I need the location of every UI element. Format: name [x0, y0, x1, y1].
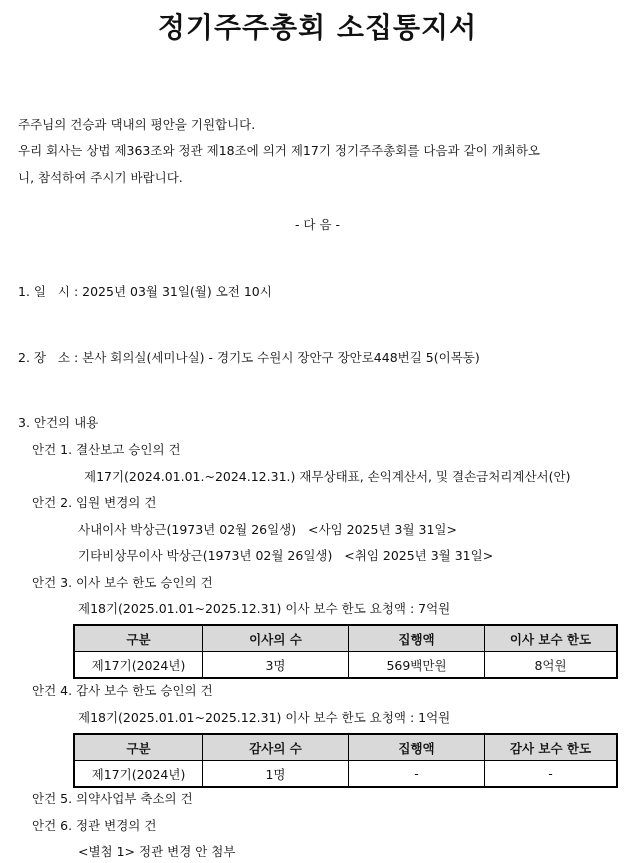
table-header-cell: 집행액 [349, 734, 485, 761]
table-cell: 3명 [203, 652, 349, 679]
table-header-cell: 구분 [74, 734, 203, 761]
agenda-2-title: 안건 2. 임원 변경의 건 [32, 495, 157, 510]
table-header-row [74, 734, 617, 761]
director-compensation-table [73, 624, 618, 679]
greeting-text: 주주님의 건승과 댁내의 평안을 기원합니다. [18, 117, 256, 132]
table-header-row [74, 625, 617, 652]
table-cell: 8억원 [485, 652, 618, 679]
table-cell: 제17기(2024년) [74, 652, 203, 679]
agenda-5-title: 안건 5. 의약사업부 축소의 건 [32, 791, 193, 806]
table-header-cell: 감사의 수 [203, 734, 349, 761]
document-title: 정기주주총회 소집통지서 [157, 11, 478, 44]
agenda-1-title: 안건 1. 결산보고 승인의 건 [32, 442, 181, 457]
item-datetime: 1. 일 시 : 2025년 03월 31일(월) 오전 10시 [18, 284, 272, 299]
table-header-cell: 이사의 수 [203, 625, 349, 652]
table-cell: 제17기(2024년) [74, 761, 203, 788]
agenda-2-detail-resign: 사내이사 박상근(1973년 02월 26일생) <사임 2025년 3월 31일> [78, 522, 457, 537]
auditor-compensation-table [73, 733, 618, 788]
intro-line-1: 우리 회사는 상법 제363조와 정관 제18조에 의거 제17기 정기주주총회를 다음과 같이 개최하오 [18, 143, 541, 158]
table-cell: 569백만원 [349, 652, 485, 679]
table-cell: 1명 [203, 761, 349, 788]
agenda-4-title: 안건 4. 감사 보수 한도 승인의 건 [32, 683, 213, 698]
table-row [74, 652, 617, 679]
agenda-1-detail: 제17기(2024.01.01.~2024.12.31.) 재무상태표, 손익계산서, 및 결손금처리계산서(안) [84, 469, 571, 484]
agenda-3-detail: 제18기(2025.01.01~2025.12.31) 이사 보수 한도 요청액 : 7억원 [78, 601, 451, 616]
table-header-cell: 이사 보수 한도 [485, 625, 618, 652]
item-location: 2. 장 소 : 본사 회의실(세미나실) - 경기도 수원시 장안구 장안로448번길 5(이목동) [18, 350, 480, 365]
agenda-6-title: 안건 6. 정관 변경의 건 [32, 818, 157, 833]
agenda-6-detail: <별첨 1> 정관 변경 안 첨부 [78, 844, 236, 859]
agenda-3-title: 안건 3. 이사 보수 한도 승인의 건 [32, 575, 213, 590]
table-header-cell: 집행액 [349, 625, 485, 652]
table-cell: - [485, 761, 618, 788]
agenda-4-detail: 제18기(2025.01.01~2025.12.31) 이사 보수 한도 요청액 : 1억원 [78, 710, 451, 725]
table-cell: - [349, 761, 485, 788]
intro-line-2: 니, 참석하여 주시기 바랍니다. [18, 170, 183, 185]
agenda-2-detail-appoint: 기타비상무이사 박상근(1973년 02월 26일생) <취임 2025년 3월 31일> [78, 548, 494, 563]
table-row [74, 761, 617, 788]
item-agenda-heading: 3. 안건의 내용 [18, 415, 99, 430]
da-eum-separator: - 다 음 - [294, 217, 341, 232]
table-header-cell: 구분 [74, 625, 203, 652]
table-header-cell: 감사 보수 한도 [485, 734, 618, 761]
